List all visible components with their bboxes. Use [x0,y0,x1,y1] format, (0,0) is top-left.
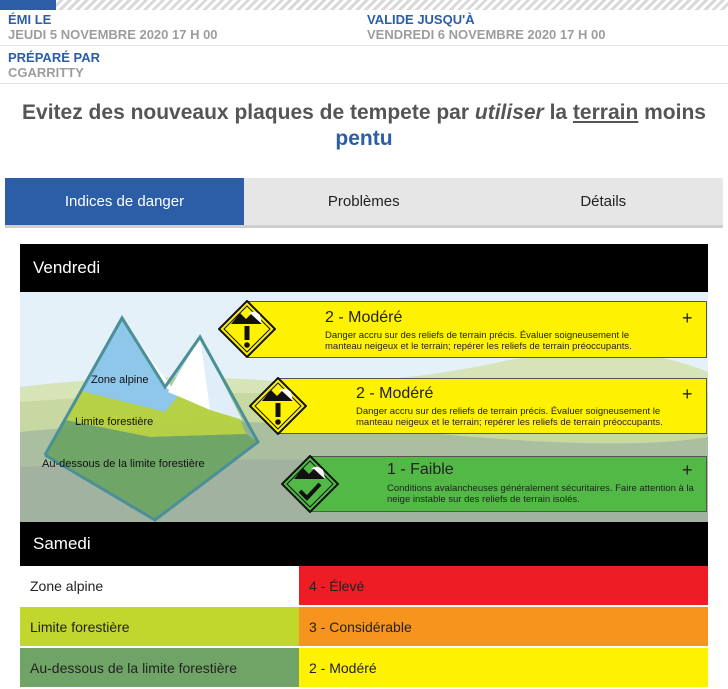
expand-icon[interactable]: + [682,384,693,404]
prepared-label: PRÉPARÉ PAR [8,50,100,65]
rating-desc-alpine: Danger accru sur des reliefs de terrain précis. Évaluer soigneusement le manteau neigeux et le terrain; repérer les reliefs de terrain préoccupants. [325,330,632,352]
rating-title-alpine: 2 - Modéré [325,309,403,326]
zone-label-below-treeline: Au-dessous de la limite forestière [42,458,205,470]
valid-value: VENDREDI 6 NOVEMBRE 2020 17 H 00 [367,27,606,42]
checkmark-icon [281,455,339,513]
headline: Evitez des nouveaux plaques de tempete par utiliser la terrain moins pentu [22,101,706,150]
expand-icon[interactable]: + [682,308,693,328]
zone-label-treeline: Limite forestière [75,416,154,428]
issued-label: ÉMI LE [8,12,52,27]
header-stripe [0,0,728,10]
table-row [20,607,708,646]
tab-bar [5,178,723,228]
rating-desc-below-treeline: Conditions avalancheuses généralement sécuritaires. Faire attention à la neige instable sur des reliefs de terrain isolés. [387,483,694,505]
danger-scene [20,292,708,522]
rating-title-below-treeline: 1 - Faible [387,461,454,478]
table-row [20,648,708,687]
elevation-cell: Zone alpine [20,566,299,605]
rating-cell: 3 - Considérable [299,607,708,646]
valid-label: VALIDE JUSQU'À [367,12,475,27]
warning-exclamation-icon [249,377,307,435]
issued-value: JEUDI 5 NOVEMBRE 2020 17 H 00 [8,27,218,42]
divider [0,83,728,84]
tab-details[interactable]: Détails [580,193,627,210]
rating-desc-treeline: Danger accru sur des reliefs de terrain précis. Évaluer soigneusement le manteau neigeux et le terrain; repérer les reliefs de terrain préoccupants. [356,406,663,428]
prepared-value: CGARRITTY [8,65,84,80]
rating-cell: 4 - Élevé [299,566,708,605]
tab-problems[interactable]: Problèmes [327,193,400,210]
tab-danger-ratings[interactable]: Indices de danger [5,178,244,225]
day-header-friday: Vendredi [20,244,708,292]
rating-cell: 2 - Modéré [299,648,708,687]
table-row [20,566,708,605]
day-header-saturday: Samedi [20,522,708,566]
elevation-cell: Limite forestière [20,607,299,646]
expand-icon[interactable]: + [682,460,693,480]
zone-label-alpine: Zone alpine [91,374,149,386]
elevation-cell: Au-dessous de la limite forestière [20,648,299,687]
divider [0,45,728,46]
rating-title-treeline: 2 - Modéré [356,385,434,402]
warning-exclamation-icon [218,300,276,358]
header-stripe-accent [0,0,56,10]
